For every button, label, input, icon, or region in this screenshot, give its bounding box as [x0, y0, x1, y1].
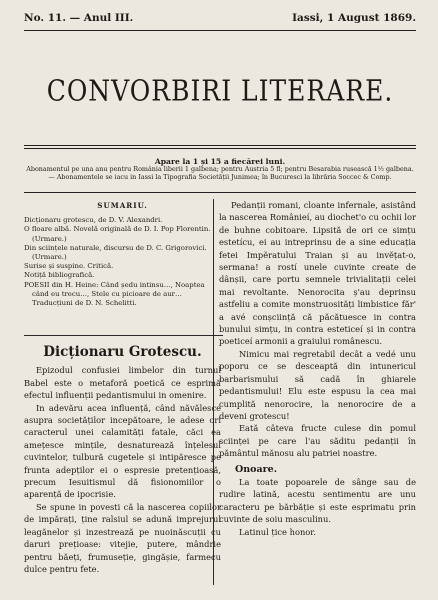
left-column — [24, 199, 221, 575]
place-date: Iassi, 1 August 1869. — [292, 12, 416, 24]
summary-item: Dicționaru grotescu, de D. V. Alexandri. — [24, 216, 163, 225]
section-subheading: Onoare. — [235, 463, 278, 475]
article-paragraph: Se spune in povesti că la nascerea copiilor de impărați, ține ralsiul se adună imprejurul leagănelor și inzestrează pe nuoinăscuții cu daruri prețioase: vitejie, putere, mândrie pentru băeți, frumuseție, gingășie, farmecu dulce pentru fete. — [24, 501, 221, 574]
article-paragraph: La toate popoarele de sânge sau de rudire latină, acestu sentimentu are unu caracteru pe bărbăție și este esprimatu prin cuvinte de soiu masculinu. — [219, 476, 416, 525]
notice-top-rule — [24, 145, 416, 146]
summary-item: Notiță bibliografică. — [24, 271, 95, 280]
summary-item: O floare albă. Novelă originală de D. I. Pop Florentin. (Urmare.) — [24, 225, 211, 243]
issue-number: No. 11. — Anul III. — [24, 12, 134, 24]
summary-separator — [24, 335, 223, 336]
article-paragraph: Eată câteva fructe culese din pomul sciinței pe care l'au săditu pedanții în pământul mănosu alu patriei noastre. — [219, 423, 416, 459]
right-column — [219, 199, 416, 538]
notice-top-rule-2 — [24, 148, 416, 149]
masthead-title: CONVORBIRI LITERARE. — [46, 73, 394, 108]
summary-item: Surise și suspine. Critică. — [24, 262, 114, 271]
article-paragraph: Pedanții romani, cloante infernale, asistând la nascerea Românieí, au diochet'o cu ochii lor de buhne cobitoare. Lipsită de ori ce simțu estetícu, ei au intreprinsu de a sine educația fetei Impĕratului Traian și au invĕțat-o, sermana! a rostí unele cuvinte create de dânșii, care portu semnele trivialitații celei mai revoltante. Nenorocita ș'au deprinsu astfeliu a comite monstruosități limbistice făr' a avé conșciință că păcătuesce in contra bunului simțu, in contra esteticeí și in contra poeticeí armonii a graiului românescu. — [219, 200, 416, 347]
notice-bottom-rule — [24, 192, 416, 193]
price-line: Abonamentul pe una anu pentru România liberii 1 galbena; pentru Austria 5 fl; pentru Besarabia rusească 1½ galbena. — [26, 165, 414, 173]
header-rule — [24, 30, 416, 31]
subscription-notice — [24, 157, 416, 181]
summary-item: Din sciințele naturale, discursu de D. C. Grigorovici. (Urmare.) — [24, 243, 207, 262]
issue-header — [24, 12, 416, 26]
article-paragraph: Latinul țice honor. — [239, 526, 316, 537]
article-paragraph: In adevăru acea influență, când năvălesce asupra societăților incepătoare, le adese ori caracterul unei calamități fatale, căci ea amețesce mințile, desnaturează înțelesul cuvintelor, tulbură cugetele și intipăresce pe frunta adepților ei o espresie pretențioasă, precum Iesuitismul dă fisionomiilor o aparență de ipocrisie. — [24, 402, 221, 500]
summary-box — [24, 199, 221, 335]
frequency-line: Apare la 1 și 15 a fiecărei luni. — [154, 157, 286, 166]
article-paragraph: Nimicu mai regretabil decât a vedé unu poporu ce se desceaptă din intunericul barbarismului să cadă în ghiarele pedantismului! Elu este espusu la cea mai cumplită nenorocire, la nenorocire de a deveni grotescu! — [219, 348, 416, 421]
article-paragraph: Epizodul confusiei limbelor din turnul Babel este o metaforă poetică ce esprimă efectul influenții pedantismului in omenire. — [24, 365, 221, 401]
office-line: — Abonamentele se iacu in Iassi la Tipografia Societății Junimea; în Bucuresci la librăria Soccec & Comp. — [48, 172, 392, 181]
article-title: Dicționaru Grotescu. — [43, 344, 202, 360]
summary-title: SUMARIU. — [97, 201, 148, 210]
summary-item: POESII din H. Heine: Când ședu intinsu…, Noaptea când eu trecu…, Stele cu picioare de aur… Traducțiuni de D. N. Schelitti. — [24, 280, 205, 308]
